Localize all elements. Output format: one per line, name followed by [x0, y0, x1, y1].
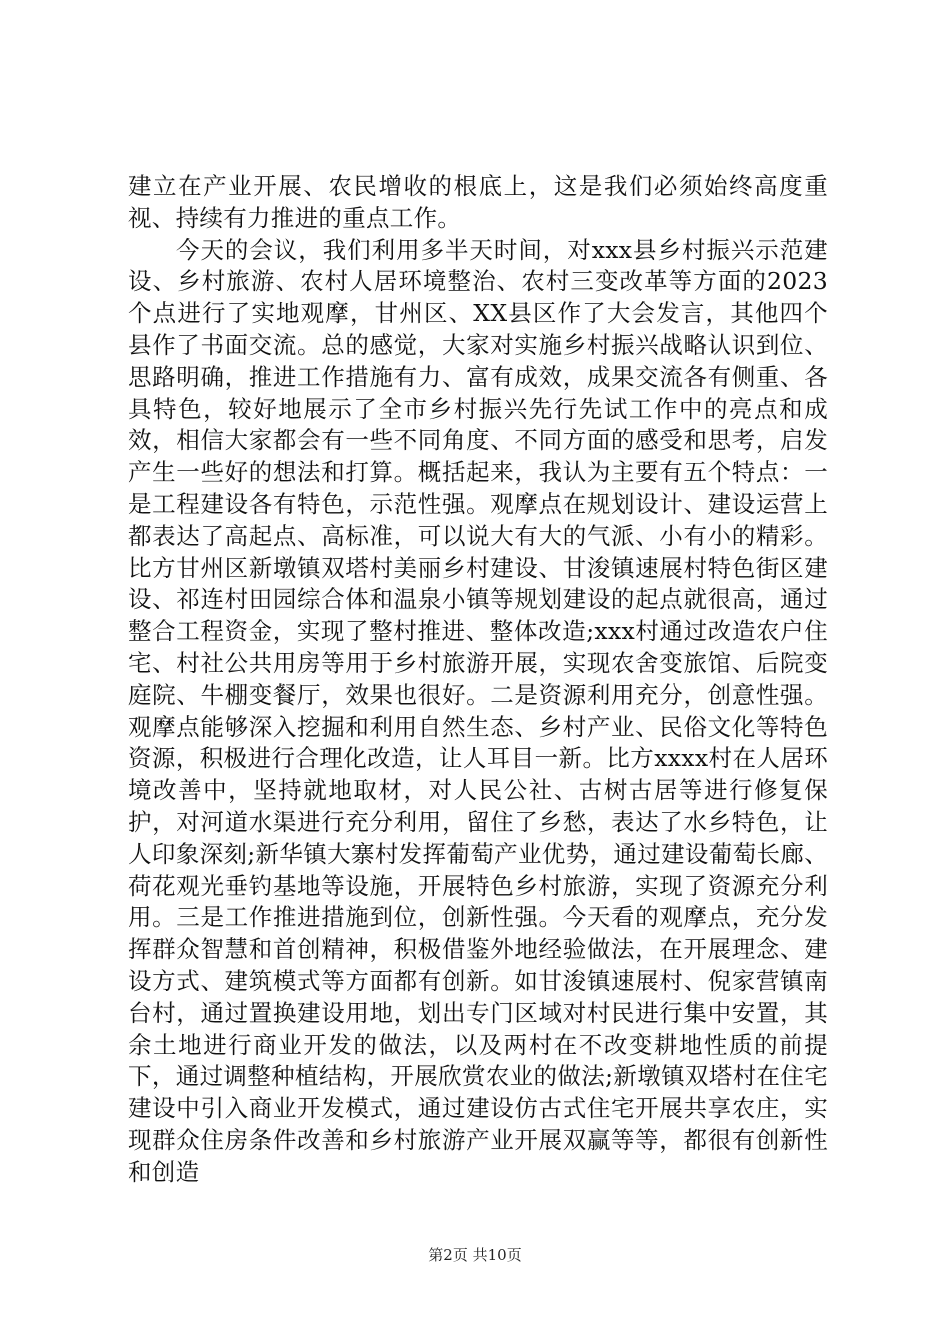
paragraph-meeting-summary: 今天的会议，我们利用多半天时间，对xxx县乡村振兴示范建设、乡村旅游、农村人居环境整治、农村三变改革等方面的2023个点进行了实地观摩，甘州区、XX县区作了大会发言，其他四个县作了书面交流。总的感觉，大家对实施乡村振兴战略认识到位、思路明确，推进工作措施有力、富有成效，成果交流各有侧重、各具特色，较好地展示了全市乡村振兴先行先试工作中的亮点和成效，相信大家都会有一些不同角度、不同方面的感受和思考，启发产生一些好的想法和打算。概括起来，我认为主要有五个特点：一是工程建设各有特色，示范性强。观摩点在规划设计、建设运营上都表达了高起点、高标准，可以说大有大的气派、小有小的精彩。比方甘州区新墩镇双塔村美丽乡村建设、甘浚镇速展村特色街区建设、祁连村田园综合体和温泉小镇等规划建设的起点就很高，通过整合工程资金，实现了整村推进、整体改造;xxx村通过改造农户住宅、村社公共用房等用于乡村旅游开展，实现农舍变旅馆、后院变庭院、牛棚变餐厅，效果也很好。二是资源利用充分，创意性强。观摩点能够深入挖掘和利用自然生态、乡村产业、民俗文化等特色资源，积极进行合理化改造，让人耳目一新。比方xxxx村在人居环境改善中，坚持就地取材，对人民公社、古树古居等进行修复保护，对河道水渠进行充分利用，留住了乡愁，表达了水乡特色，让人印象深刻;新华镇大寨村发挥葡萄产业优势，通过建设葡萄长廊、荷花观光垂钓基地等设施，开展特色乡村旅游，实现了资源充分利用。三是工作推进措施到位，创新性强。今天看的观摩点，充分发挥群众智慧和首创精神，积极借鉴外地经验做法，在开展理念、建设方式、建筑模式等方面都有创新。如甘浚镇速展村、倪家营镇南台村，通过置换建设用地，划出专门区域对村民进行集中安置，其余土地进行商业开发的做法，以及两村在不改变耕地性质的前提下，通过调整种植结构，开展欣赏农业的做法;新墩镇双塔村在住宅建设中引入商业开发模式，通过建设仿古式住宅开展共享农庄，实现群众住房条件改善和乡村旅游产业开展双赢等等，都很有创新性和创造 — [128, 235, 828, 1186]
page-footer: 第2页 共10页 — [428, 1246, 522, 1264]
paragraph-continuation: 建立在产业开展、农民增收的根底上，这是我们必须始终高度重视、持续有力推进的重点工作。 — [128, 172, 828, 232]
document-body — [128, 171, 828, 1189]
